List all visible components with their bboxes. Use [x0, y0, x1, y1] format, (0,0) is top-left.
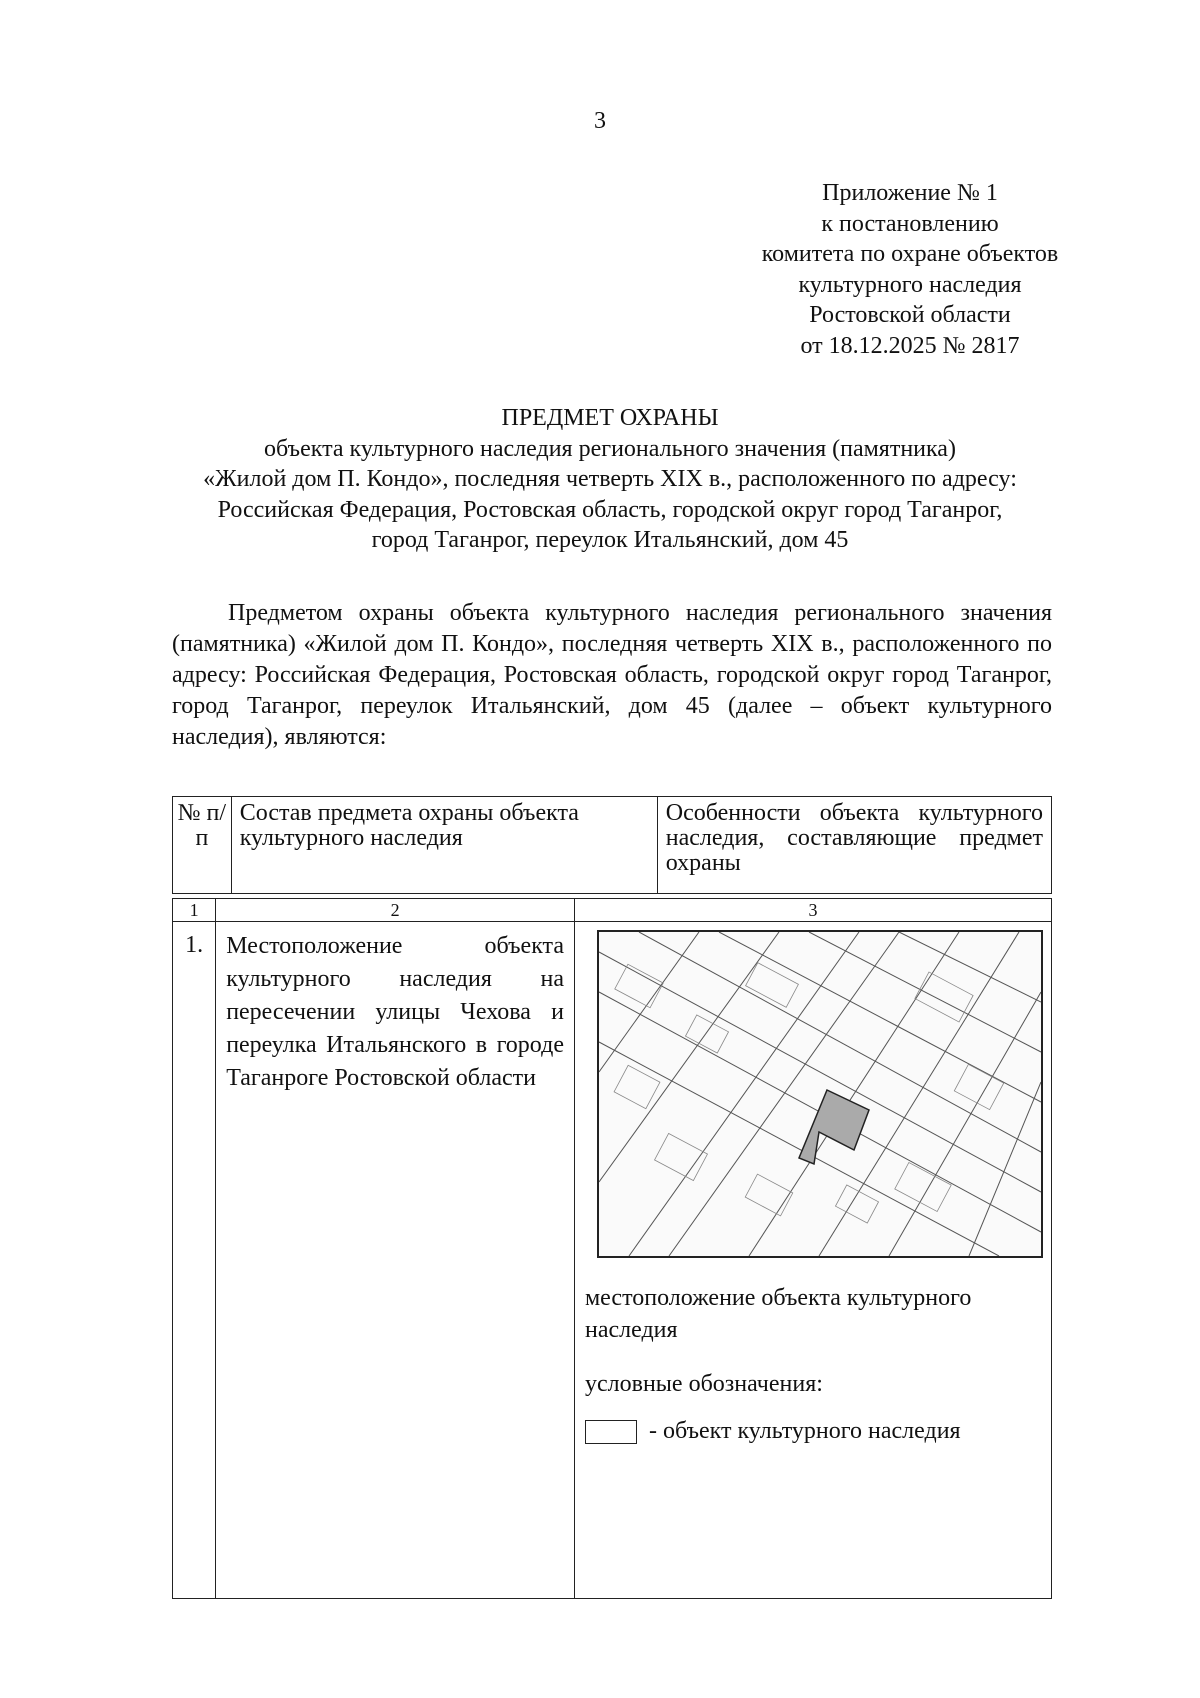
appendix-line: комитета по охране объектов [761, 241, 1059, 267]
title-line: объекта культурного наследия регионального значения (памятника) [264, 435, 956, 462]
row-number: 1. [173, 922, 216, 1599]
row-features [574, 922, 1051, 1599]
legend-label: - объект культурного наследия [648, 1418, 961, 1444]
column-number-row [173, 899, 1052, 922]
appendix-line: Приложение № 1 [822, 180, 998, 206]
title-line: город Таганрог, переулок Итальянский, дом 45 [371, 527, 849, 553]
intro-paragraph: Предметом охраны объекта культурного наследия регионального значения (памятника) «Жилой дом П. Кондо», последняя четверть XIX в., расположенного по адресу: Российская Федерация, Ростовская область, городской округ город Таганрог, город Таганрог, переулок Итальянский, дом 45 (далее – объект культурного наследия), являются: [172, 600, 1052, 750]
appendix-line: Ростовской области [809, 302, 1011, 328]
table-header [172, 796, 1052, 894]
map-caption: местоположение объекта культурного наследия [584, 1285, 972, 1343]
column-number: 3 [574, 899, 1051, 922]
header-cell-features: Особенности объекта культурного наследия, составляющие предмет охраны [657, 797, 1051, 894]
header-cell-number: № п/п [173, 797, 232, 894]
appendix-line: от 18.12.2025 № 2817 [800, 332, 1020, 359]
document-title [150, 403, 1070, 556]
column-number: 1 [173, 899, 216, 922]
legend-item [585, 1418, 1043, 1445]
header-row [173, 797, 1052, 894]
title-heading: ПРЕДМЕТ ОХРАНЫ [501, 405, 719, 431]
appendix-line: к постановлению [821, 210, 999, 237]
legend-box-icon [585, 1420, 637, 1444]
protection-table [172, 898, 1052, 1599]
table-row [173, 922, 1052, 1599]
location-map [597, 930, 1043, 1258]
column-number: 2 [216, 899, 575, 922]
page-number: 3 [594, 108, 606, 134]
appendix-line: культурного наследия [798, 271, 1022, 298]
header-cell-composition: Состав предмета охраны объекта культурного наследия [231, 797, 657, 894]
title-line: «Жилой дом П. Кондо», последняя четверть XIX в., расположенного по адресу: [203, 466, 1017, 492]
title-line: Российская Федерация, Ростовская область, городской округ город Таганрог, [217, 496, 1003, 523]
appendix-reference [760, 178, 1060, 361]
row-composition: Местоположение объекта культурного наследия на пересечении улицы Чехова и переулка Итальянского в городе Таганроге Ростовской области [216, 922, 575, 1599]
legend-title: условные обозначения: [584, 1371, 823, 1397]
